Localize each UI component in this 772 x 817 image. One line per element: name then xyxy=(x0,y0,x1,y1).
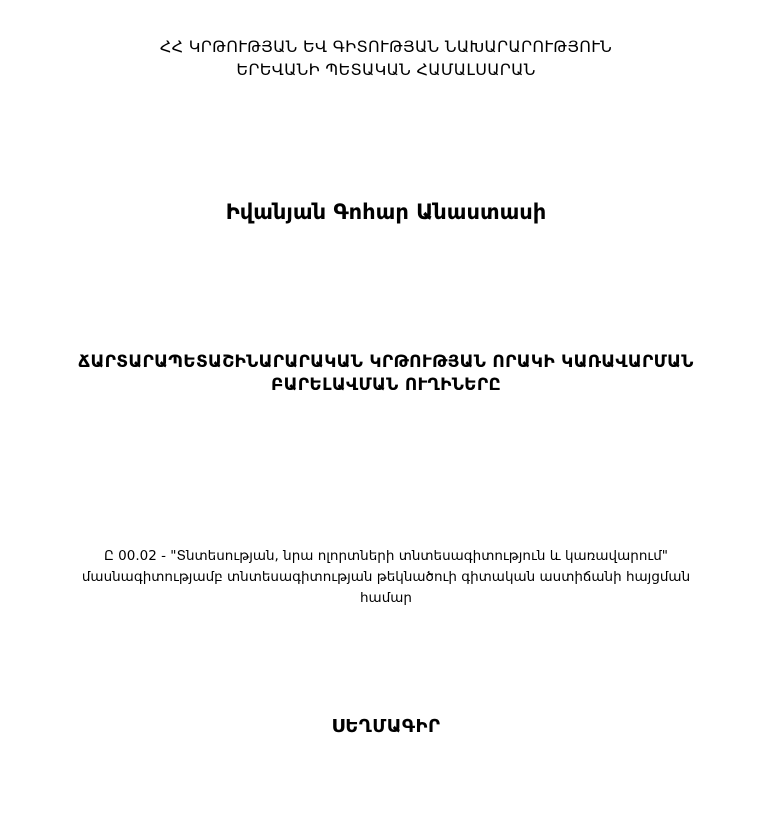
specialty-line-3: համար xyxy=(360,590,412,606)
specialty-line-1: Ը 00.02 - "Տնտեսության, նրա ոլորտների տնտեսագիտություն և կառավարում" xyxy=(103,548,669,564)
thesis-title-line-2: ԲԱՐԵԼԱՎՄԱՆ ՈՒՂԻՆԵՐԸ xyxy=(270,375,502,395)
institution-university: ԵՐԵՎԱՆԻ ՊԵՏԱԿԱՆ ՀԱՄԱԼՍԱՐԱՆ xyxy=(236,60,536,79)
author-name: Իվանյան Գոհար Անաստասի xyxy=(225,200,547,224)
institution-ministry: ՀՀ ԿՐԹՈՒԹՅԱՆ ԵՎ ԳԻՏՈՒԹՅԱՆ ՆԱԽԱՐԱՐՈՒԹՅՈՒՆ xyxy=(159,37,613,56)
specialty-line-2: մասնագիտությամբ տնտեսագիտության թեկնածուի գիտական աստիճանի հայցման xyxy=(81,569,691,585)
document-type: ՍԵՂՄԱԳԻՐ xyxy=(331,716,441,737)
thesis-title-line-1: ՃԱՐՏԱՐԱՊԵՏԱՇԻՆԱՐԱՐԱԿԱՆ ԿՐԹՈՒԹՅԱՆ ՈՐԱԿԻ ԿԱՌԱՎԱՐՄԱՆ xyxy=(78,352,694,372)
